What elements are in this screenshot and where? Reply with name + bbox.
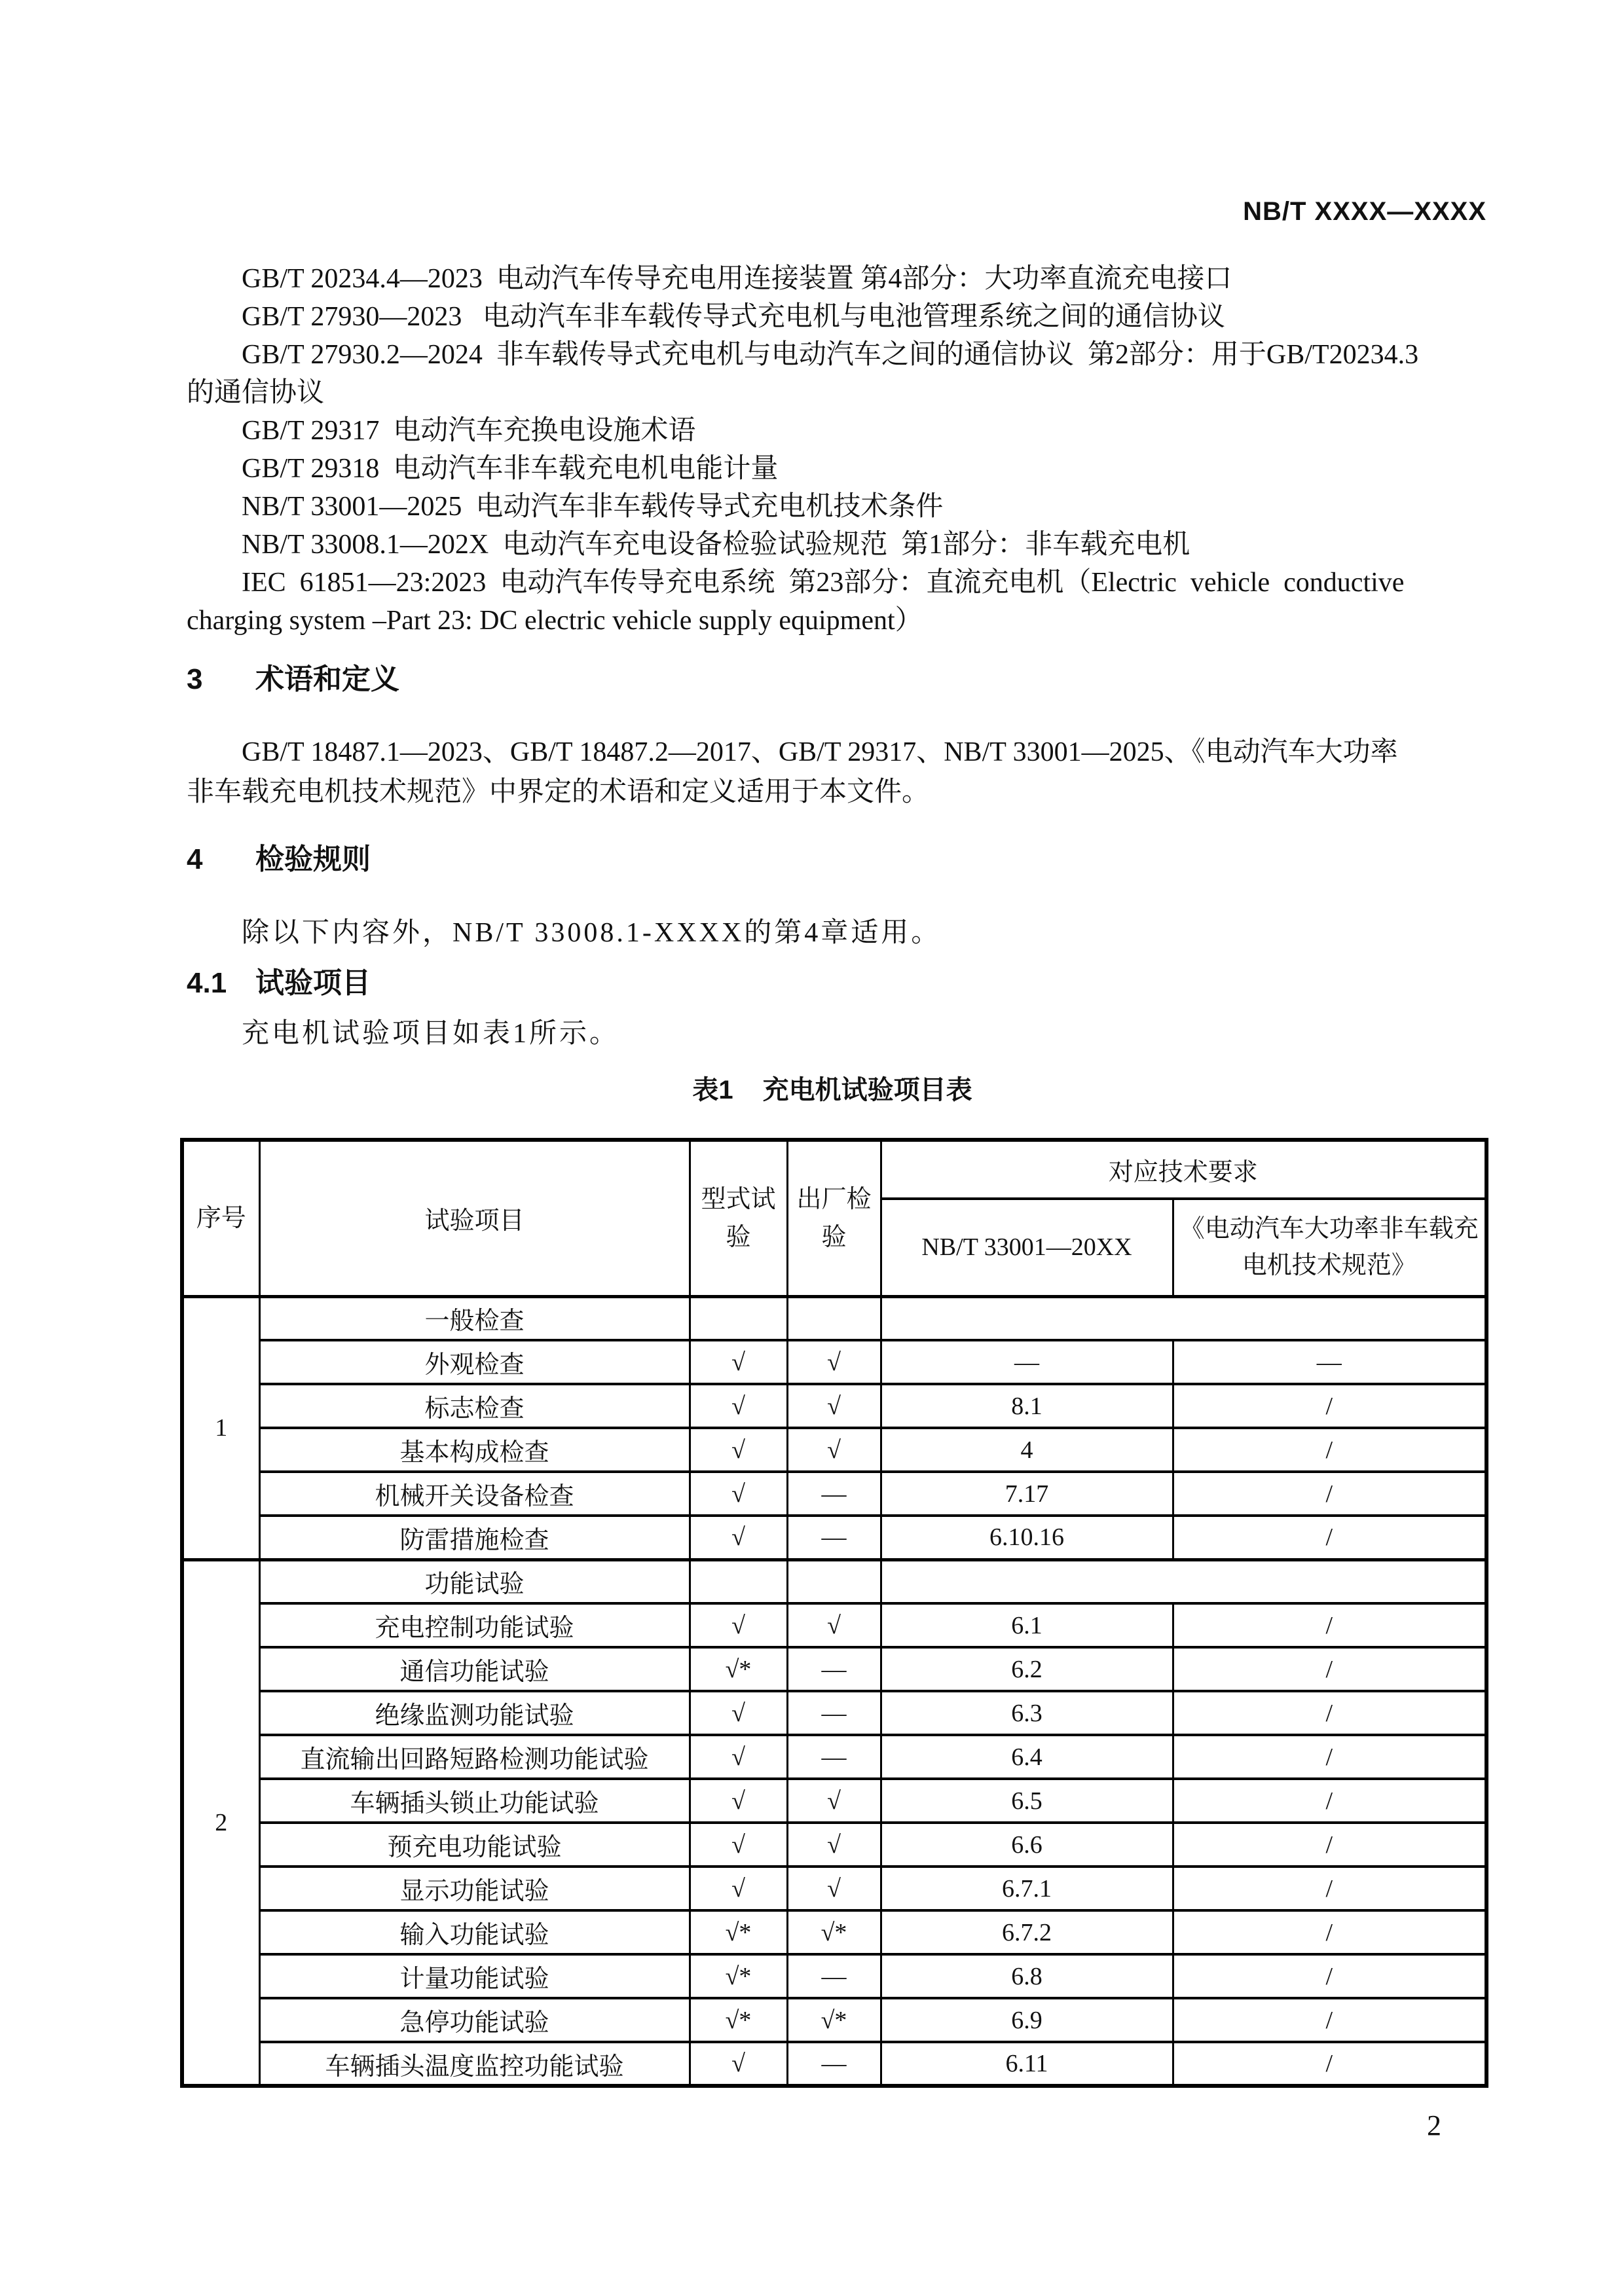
item-name-cell: 计量功能试验 — [259, 1954, 690, 1998]
section-title: 检验规则 — [255, 843, 371, 875]
type-test-cell: √ — [690, 1691, 787, 1735]
item-name-cell: 输入功能试验 — [259, 1910, 690, 1954]
empty-factory-test-cell — [787, 1559, 881, 1603]
table-group-row — [182, 1559, 1486, 1603]
empty-factory-test-cell — [787, 1296, 881, 1340]
test-items-table — [180, 1138, 1488, 2088]
nbt-ref-cell: 7.17 — [881, 1472, 1173, 1516]
spec-ref-cell: / — [1173, 1691, 1486, 1735]
reference-line: NB/T 33008.1—202X 电动汽车充电设备检验试验规范 第1部分：非车载充电机 — [242, 530, 1190, 560]
type-test-cell: √ — [690, 1428, 787, 1472]
group-label-cell: 一般检查 — [259, 1296, 690, 1340]
table-item-row — [182, 1779, 1486, 1823]
reference-line: 的通信协议 — [187, 378, 325, 408]
table-item-row — [182, 1867, 1486, 1910]
reference-line: GB/T 27930.2—2024 非车载传导式充电机与电动汽车之间的通信协议 第2部分：用于GB/T20234.3 — [242, 340, 1419, 370]
spec-ref-cell: / — [1173, 1428, 1486, 1472]
nbt-ref-cell: 6.7.1 — [881, 1867, 1173, 1910]
item-name-cell: 基本构成检查 — [259, 1428, 690, 1472]
nbt-ref-cell: 6.3 — [881, 1691, 1173, 1735]
group-label-cell: 功能试验 — [259, 1559, 690, 1603]
table-item-row — [182, 1823, 1486, 1867]
reference-line: GB/T 29318 电动汽车非车载充电机电能计量 — [242, 454, 779, 484]
empty-type-test-cell — [690, 1296, 787, 1340]
type-test-cell: √ — [690, 1516, 787, 1559]
table-item-row — [182, 1647, 1486, 1691]
item-name-cell: 标志检查 — [259, 1384, 690, 1428]
type-test-cell: √ — [690, 1340, 787, 1384]
factory-test-cell: — — [787, 1735, 881, 1779]
spec-ref-cell: / — [1173, 1603, 1486, 1647]
factory-test-cell: √ — [787, 1823, 881, 1867]
paragraph-line: GB/T 18487.1—2023、GB/T 18487.2—2017、GB/T 29317、NB/T 33001—2025、《电动汽车大功率 — [242, 737, 1398, 767]
spec-ref-cell: — — [1173, 1340, 1486, 1384]
type-test-cell: √ — [690, 1735, 787, 1779]
doc-code: NB/T XXXX—XXXX — [1243, 197, 1486, 226]
nbt-ref-cell: 6.5 — [881, 1779, 1173, 1823]
section-3-heading — [187, 658, 1473, 701]
section-4-paragraph — [187, 913, 1473, 953]
nbt-ref-header-cell: NB/T 33001—20XX — [881, 1199, 1173, 1296]
table-caption-label: 表1 — [692, 1076, 733, 1104]
factory-test-cell: — — [787, 1954, 881, 1998]
table-caption — [180, 1070, 1485, 1110]
empty-tech-req-cell — [881, 1559, 1486, 1603]
table-item-row — [182, 1603, 1486, 1647]
reference-list — [187, 260, 1473, 640]
page-content — [0, 260, 1624, 2088]
section-4-1-paragraph — [187, 1014, 1473, 1054]
nbt-ref-cell: 6.10.16 — [881, 1516, 1173, 1559]
reference-line: GB/T 29317 电动汽车充换电设施术语 — [242, 416, 696, 446]
type-test-cell: √* — [690, 1910, 787, 1954]
reference-line: charging system –Part 23: DC electric vehicle supply equipment） — [187, 606, 923, 636]
nbt-ref-cell: 6.7.2 — [881, 1910, 1173, 1954]
table-group-row — [182, 1296, 1486, 1340]
type-test-cell: √ — [690, 2042, 787, 2086]
reference-line: IEC 61851—23:2023 电动汽车传导充电系统 第23部分：直流充电机（Electric vehicle conductive — [242, 568, 1405, 598]
tech-req-header-cell: 对应技术要求 — [881, 1140, 1486, 1199]
section-title: 术语和定义 — [255, 663, 399, 695]
factory-test-cell: — — [787, 2042, 881, 2086]
table-item-row — [182, 1340, 1486, 1384]
spec-ref-cell: / — [1173, 1647, 1486, 1691]
factory-test-cell: √ — [787, 1384, 881, 1428]
factory-test-cell: — — [787, 1691, 881, 1735]
nbt-ref-cell: 6.9 — [881, 1998, 1173, 2042]
spec-ref-cell: / — [1173, 1998, 1486, 2042]
item-name-cell: 充电控制功能试验 — [259, 1603, 690, 1647]
item-name-cell: 防雷措施检查 — [259, 1516, 690, 1559]
item-name-cell: 机械开关设备检查 — [259, 1472, 690, 1516]
spec-ref-cell: / — [1173, 1954, 1486, 1998]
type-test-cell: √* — [690, 1647, 787, 1691]
type-test-cell: √ — [690, 1823, 787, 1867]
factory-test-cell: √ — [787, 1603, 881, 1647]
factory-test-cell: √* — [787, 1910, 881, 1954]
nbt-ref-cell: 6.6 — [881, 1823, 1173, 1867]
table-caption-title: 充电机试验项目表 — [762, 1076, 972, 1104]
table-item-row — [182, 1954, 1486, 1998]
factory-test-cell: √ — [787, 1867, 881, 1910]
factory-test-cell: √ — [787, 1340, 881, 1384]
spec-ref-header-cell: 《电动汽车大功率非车载充电机技术规范》 — [1173, 1199, 1486, 1296]
item-name-cell: 急停功能试验 — [259, 1998, 690, 2042]
nbt-ref-cell: 6.8 — [881, 1954, 1173, 1998]
spec-ref-cell: / — [1173, 1910, 1486, 1954]
nbt-ref-cell: 6.1 — [881, 1603, 1173, 1647]
spec-ref-cell: / — [1173, 1384, 1486, 1428]
nbt-ref-cell: 6.2 — [881, 1647, 1173, 1691]
section-number: 4.1 — [187, 967, 227, 999]
type-test-header-cell: 型式试验 — [690, 1140, 787, 1296]
type-test-cell: √ — [690, 1779, 787, 1823]
paragraph-line: 除以下内容外，NB/T 33008.1-XXXX的第4章适用。 — [242, 918, 942, 948]
table-item-row — [182, 1691, 1486, 1735]
spec-ref-cell: / — [1173, 1779, 1486, 1823]
section-3-paragraph — [187, 733, 1473, 812]
type-test-cell: √ — [690, 1384, 787, 1428]
spec-ref-cell: / — [1173, 1867, 1486, 1910]
item-name-cell: 直流输出回路短路检测功能试验 — [259, 1735, 690, 1779]
factory-test-cell: √* — [787, 1998, 881, 2042]
spec-ref-cell: / — [1173, 1735, 1486, 1779]
type-test-cell: √* — [690, 1998, 787, 2042]
section-title: 试验项目 — [255, 967, 371, 999]
section-number: 4 — [187, 843, 203, 875]
spec-ref-cell: / — [1173, 2042, 1486, 2086]
nbt-ref-cell: 6.11 — [881, 2042, 1173, 2086]
table-body — [182, 1296, 1486, 2086]
table-item-row — [182, 2042, 1486, 2086]
item-name-cell: 车辆插头温度监控功能试验 — [259, 2042, 690, 2086]
spec-ref-cell: / — [1173, 1823, 1486, 1867]
factory-test-cell: √ — [787, 1428, 881, 1472]
item-header-cell: 试验项目 — [259, 1140, 690, 1296]
item-name-cell: 通信功能试验 — [259, 1647, 690, 1691]
seq-header-cell: 序号 — [182, 1140, 259, 1296]
factory-test-cell: — — [787, 1472, 881, 1516]
paragraph-line: 非车载充电机技术规范》中界定的术语和定义适用于本文件。 — [187, 777, 930, 807]
nbt-ref-cell: 8.1 — [881, 1384, 1173, 1428]
type-test-cell: √ — [690, 1472, 787, 1516]
nbt-ref-cell: — — [881, 1340, 1173, 1384]
table-item-row — [182, 1910, 1486, 1954]
reference-line: NB/T 33001—2025 电动汽车非车载传导式充电机技术条件 — [242, 492, 944, 522]
item-name-cell: 预充电功能试验 — [259, 1823, 690, 1867]
seq-cell: 2 — [182, 1559, 259, 2086]
spec-ref-cell: / — [1173, 1516, 1486, 1559]
section-4-1-heading — [187, 962, 1473, 1005]
item-name-cell: 绝缘监测功能试验 — [259, 1691, 690, 1735]
table-item-row — [182, 1384, 1486, 1428]
reference-line: GB/T 20234.4—2023 电动汽车传导充电用连接装置 第4部分：大功率直流充电接口 — [242, 264, 1232, 294]
type-test-cell: √* — [690, 1954, 787, 1998]
section-4-heading — [187, 838, 1473, 881]
empty-type-test-cell — [690, 1559, 787, 1603]
section-number: 3 — [187, 663, 203, 695]
table-header — [182, 1140, 1486, 1296]
type-test-cell: √ — [690, 1867, 787, 1910]
factory-test-cell: — — [787, 1647, 881, 1691]
empty-tech-req-cell — [881, 1296, 1486, 1340]
table-item-row — [182, 1516, 1486, 1559]
seq-cell: 1 — [182, 1296, 259, 1559]
factory-test-header-cell: 出厂检验 — [787, 1140, 881, 1296]
reference-line: GB/T 27930—2023 电动汽车非车载传导式充电机与电池管理系统之间的通信协议 — [242, 302, 1225, 332]
page-number: 2 — [1427, 2109, 1441, 2141]
table-header-row-1 — [182, 1140, 1486, 1199]
factory-test-cell: — — [787, 1516, 881, 1559]
table-item-row — [182, 1472, 1486, 1516]
spec-ref-cell: / — [1173, 1472, 1486, 1516]
paragraph-line: 充电机试验项目如表1所示。 — [242, 1019, 620, 1049]
item-name-cell: 车辆插头锁止功能试验 — [259, 1779, 690, 1823]
item-name-cell: 显示功能试验 — [259, 1867, 690, 1910]
item-name-cell: 外观检查 — [259, 1340, 690, 1384]
factory-test-cell: √ — [787, 1779, 881, 1823]
table-item-row — [182, 1998, 1486, 2042]
type-test-cell: √ — [690, 1603, 787, 1647]
nbt-ref-cell: 4 — [881, 1428, 1173, 1472]
table-item-row — [182, 1735, 1486, 1779]
nbt-ref-cell: 6.4 — [881, 1735, 1173, 1779]
table-item-row — [182, 1428, 1486, 1472]
